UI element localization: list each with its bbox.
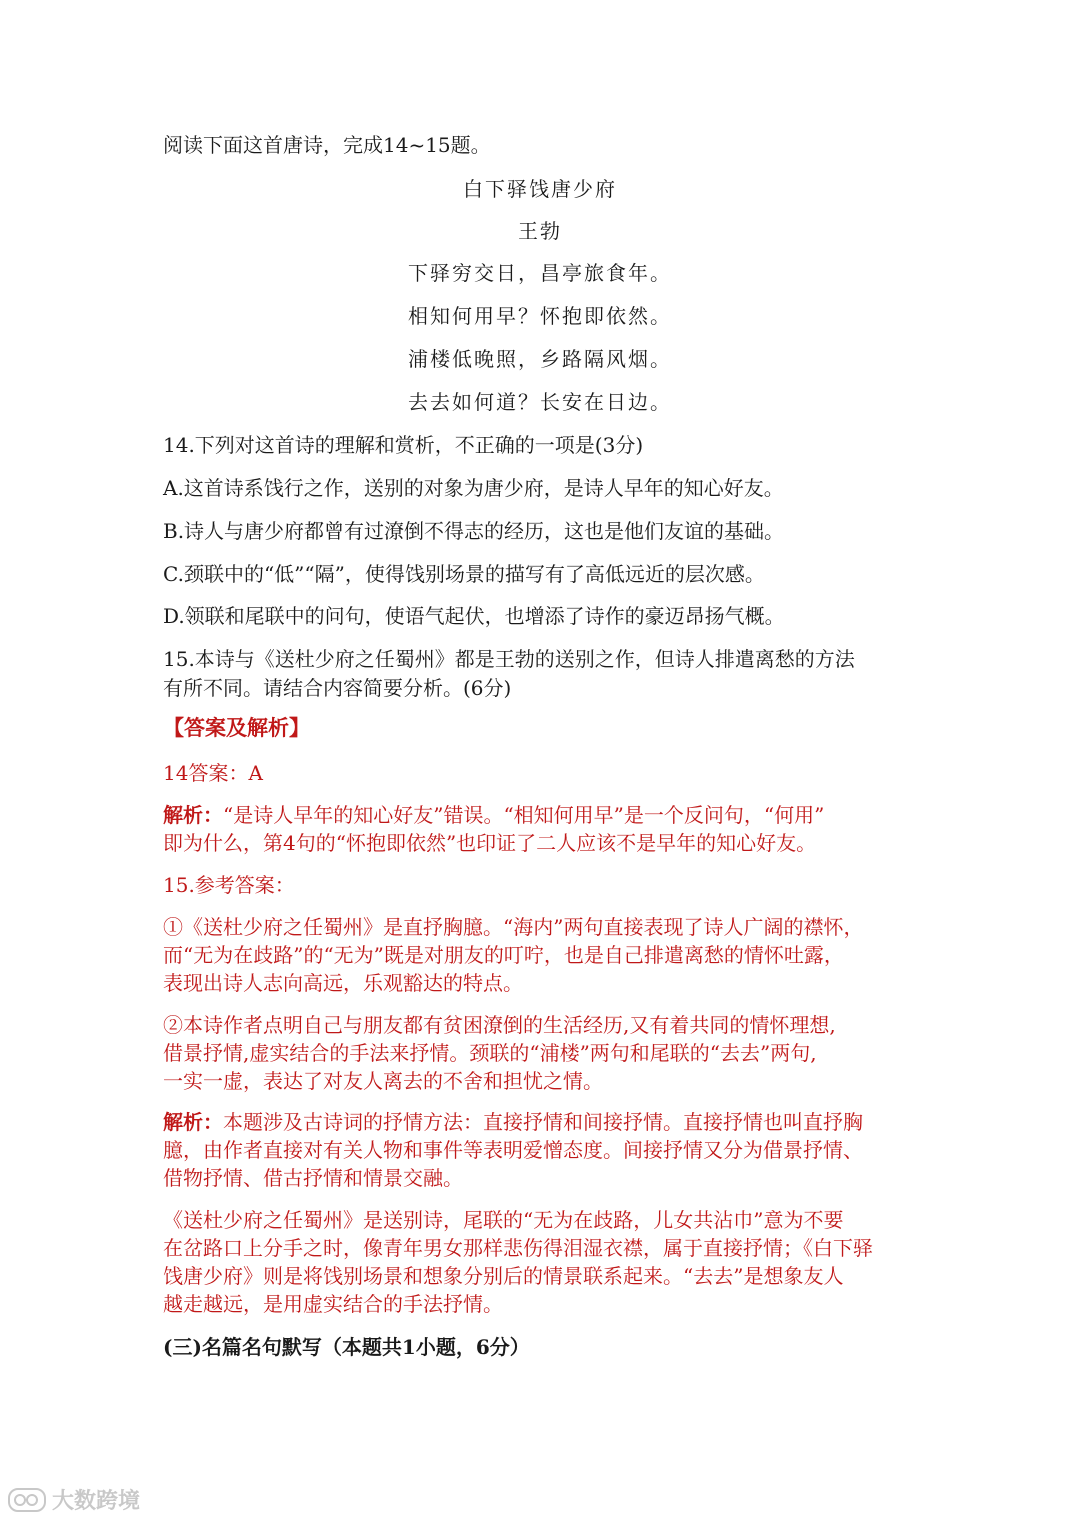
watermark-logo-icon (8, 1488, 46, 1512)
question-14-option-c: C.颈联中的“低”“隔”，使得饯别场景的描写有了高低远近的层次感。 (163, 562, 765, 586)
question-14-option-a: A.这首诗系饯行之作，送别的对象为唐少府，是诗人早年的知心好友。 (163, 476, 784, 500)
question-14-stem: 14.下列对这首诗的理解和赏析，不正确的一项是(3分) (163, 433, 644, 457)
answer-14: 14答案：A (163, 761, 263, 785)
question-15-stem-line-1: 15.本诗与《送杜少府之任蜀州》都是王勃的送别之作，但诗人排遣离愁的方法 (163, 647, 855, 671)
answer-15-p2-line-1: ②本诗作者点明自己与朋友都有贫困潦倒的生活经历,又有着共同的情怀理想, (163, 1013, 836, 1037)
poem-line-3: 浦楼低晚照，乡路隔风烟。 (408, 347, 672, 371)
reading-intro: 阅读下面这首唐诗，完成14~15题。 (163, 133, 491, 157)
answer-heading: 【答案及解析】 (163, 715, 310, 740)
analysis-label: 解析： (163, 1110, 223, 1134)
answer-15-p2-line-3: 一实一虚，表达了对友人离去的不舍和担忧之情。 (163, 1069, 603, 1093)
poem-line-1: 下驿穷交日，昌亭旅食年。 (408, 261, 672, 285)
answer-15-analysis-line-1 (163, 1108, 923, 1136)
poem-line-2: 相知何用早？怀抱即依然。 (408, 304, 672, 328)
section-3-heading: (三)名篇名句默写（本题共1小题，6分） (163, 1335, 530, 1359)
answer-15-p1-line-3: 表现出诗人志向高远，乐观豁达的特点。 (163, 971, 523, 995)
answer-15-p4-line-1: 《送杜少府之任蜀州》是送别诗，尾联的“无为在歧路，儿女共沾巾”意为不要 (163, 1208, 844, 1232)
answer-14-analysis-line-2: 即为什么，第4句的“怀抱即依然”也印证了二人应该不是早年的知心好友。 (163, 831, 817, 855)
analysis-text: 本题涉及古诗词的抒情方法：直接抒情和间接抒情。直接抒情也叫直抒胸 (223, 1110, 863, 1134)
answer-15-p4-line-3: 饯唐少府》则是将饯别场景和想象分别后的情景联系起来。“去去”是想象友人 (163, 1264, 844, 1288)
answer-15-ref-heading: 15.参考答案： (163, 873, 295, 897)
answer-15-p2-line-2: 借景抒情,虚实结合的手法来抒情。颈联的“浦楼”两句和尾联的“去去”两句, (163, 1041, 817, 1065)
answer-15-p4-line-4: 越走越远，是用虚实结合的手法抒情。 (163, 1292, 503, 1316)
analysis-label: 解析： (163, 803, 223, 827)
poem-author: 王勃 (518, 219, 562, 243)
watermark-text: 大数跨境 (52, 1489, 141, 1514)
answer-15-analysis-line-2: 臆，由作者直接对有关人物和事件等表明爱憎态度。间接抒情又分为借景抒情、 (163, 1138, 863, 1162)
question-14-option-d: D.领联和尾联中的问句，使语气起伏，也增添了诗作的豪迈昂扬气概。 (163, 604, 785, 628)
answer-14-analysis-line-1 (163, 801, 923, 829)
answer-15-p1-line-1: ①《送杜少府之任蜀州》是直抒胸臆。“海内”两句直接表现了诗人广阔的襟怀， (163, 915, 864, 939)
question-15-stem-line-2: 有所不同。请结合内容简要分析。(6分) (163, 676, 512, 700)
question-14-option-b: B.诗人与唐少府都曾有过潦倒不得志的经历，这也是他们友谊的基础。 (163, 519, 785, 543)
poem-line-4: 去去如何道？长安在日边。 (408, 390, 672, 414)
analysis-text: “是诗人早年的知心好友”错误。“相知何用早”是一个反问句，“何用” (223, 803, 825, 827)
poem-title: 白下驿饯唐少府 (463, 177, 617, 201)
answer-15-p1-line-2: 而“无为在歧路”的“无为”既是对朋友的叮咛，也是自己排遣离愁的情怀吐露， (163, 943, 844, 967)
answer-15-analysis-line-3: 借物抒情、借古抒情和情景交融。 (163, 1166, 463, 1190)
answer-15-p4-line-2: 在岔路口上分手之时，像青年男女那样悲伤得泪湿衣襟，属于直接抒情；《白下驿 (163, 1236, 873, 1260)
watermark (8, 1484, 140, 1515)
